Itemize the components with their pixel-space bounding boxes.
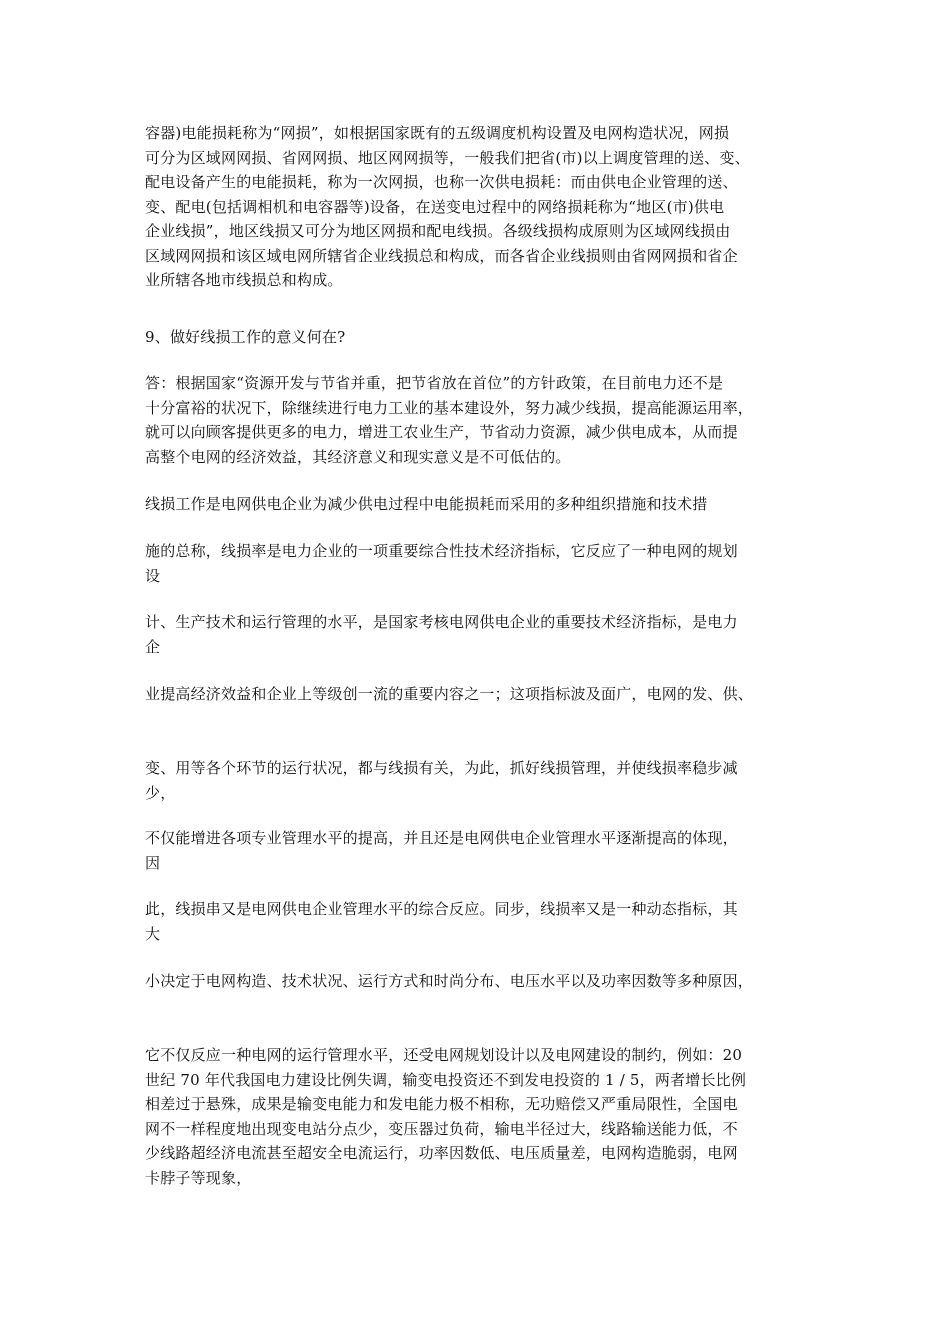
text-line: 卡脖子等现象， <box>145 1168 252 1187</box>
text-line: 小决定于电网构造、技术状况、运行方式和时尚分布、电压水平以及功率因数等多种原因， <box>145 972 754 990</box>
text-line: 企 <box>145 637 161 656</box>
paragraph-line-f <box>145 826 810 875</box>
text-line: 变、配电(包括调相机和电容器等)设备，在送变电过程中的网络损耗称为“地区(市)供电 <box>145 197 725 216</box>
text-line: 配电设备产生的电能损耗，称为一次网损，也称一次供电损耗：而由供电企业管理的送、 <box>145 173 738 191</box>
paragraph-line-c <box>145 610 810 659</box>
text-line: 企业线损”，地区线损又可分为地区网损和配电线损。各级线损构成原则为区域网线损由 <box>145 222 731 240</box>
text-line: 业所辖各地市线损总和构成。 <box>145 271 343 289</box>
text-line: 可分为区域网网损、省网网损、地区网网损等，一般我们把省(市)以上调度管理的送、变、 <box>145 148 750 167</box>
text-line: 高整个电网的经济效益，其经济意义和现实意义是不可低估的。 <box>145 447 571 466</box>
text-line: 世纪 70 年代我国电力建设比例失调，输变电投资还不到发电投资的 1 / 5，两者增长比例 <box>145 1070 747 1089</box>
paragraph-line-e <box>145 756 810 805</box>
text-line: 大 <box>145 924 161 943</box>
question-heading <box>145 325 810 350</box>
text-line: 答：根据国家“资源开发与节省并重，把节省放在首位”的方针政策，在目前电力还不是 <box>145 374 724 392</box>
paragraph-line-h <box>145 969 810 994</box>
text-line: 业提高经济效益和企业上等级创一流的重要内容之一；这项指标波及面广，电网的发、供、 <box>145 685 754 703</box>
text-line: 施的总称，线损率是电力企业的一项重要综合性技术经济指标，它反应了一种电网的规划 <box>145 542 738 560</box>
text-line: 容器)电能损耗称为“网损”，如根据国家既有的五级调度机构设置及电网构造状况，网损 <box>145 124 730 142</box>
paragraph-line-g <box>145 897 810 946</box>
paragraph-grid-history <box>145 1043 810 1190</box>
text-line: 不仅能增进各项专业管理水平的提高，并且还是电网供电企业管理水平逐渐提高的体现， <box>145 829 738 847</box>
text-line: 相差过于悬殊，成果是输变电能力和发电能力极不相称，无功赔偿又严重局限性，全国电 <box>145 1095 738 1113</box>
text-line: 就可以向顾客提供更多的电力，增进工农业生产，节省动力资源，减少供电成本，从而提 <box>145 423 738 441</box>
text-line: 变、用等各个环节的运行状况，都与线损有关，为此，抓好线损管理，并使线损率稳步减 <box>145 759 738 777</box>
text-line: 设 <box>145 566 161 585</box>
text-line: 十分富裕的状况下，除继续进行电力工业的基本建设外，努力减少线损，提高能源运用率， <box>145 398 754 417</box>
text-line: 它不仅反应一种电网的运行管理水平，还受电网规划设计以及电网建设的制约，例如：20 <box>145 1046 743 1064</box>
text-line: 因 <box>145 853 161 872</box>
text-line: 线损工作是电网供电企业为减少供电过程中电能损耗而采用的多种组织措施和技术措 <box>145 495 708 513</box>
paragraph-line-b <box>145 539 810 588</box>
text-line: 9、做好线损工作的意义何在? <box>145 328 346 346</box>
text-line: 区域网网损和该区域电网所辖省企业线损总和构成，而各省企业线损则由省网网损和省企 <box>145 246 738 265</box>
paragraph-line-d <box>145 682 810 707</box>
text-line: 网不一样程度地出现变电站分点少，变压器过负荷，输电半径过大，线路输送能力低，不 <box>145 1119 738 1138</box>
paragraph-answer <box>145 371 810 469</box>
text-line: 少， <box>145 783 176 802</box>
text-line: 计、生产技术和运行管理的水平，是国家考核电网供电企业的重要技术经济指标，是电力 <box>145 613 738 631</box>
text-line: 少线路超经济电流甚至超安全电流运行，功率因数低、电压质量差，电网构造脆弱，电网 <box>145 1144 738 1162</box>
paragraph-network-loss <box>145 121 810 293</box>
text-line: 此，线损串又是电网供电企业管理水平的综合反应。同步，线损率又是一种动态指标，其 <box>145 900 738 918</box>
paragraph-line-a <box>145 492 810 517</box>
